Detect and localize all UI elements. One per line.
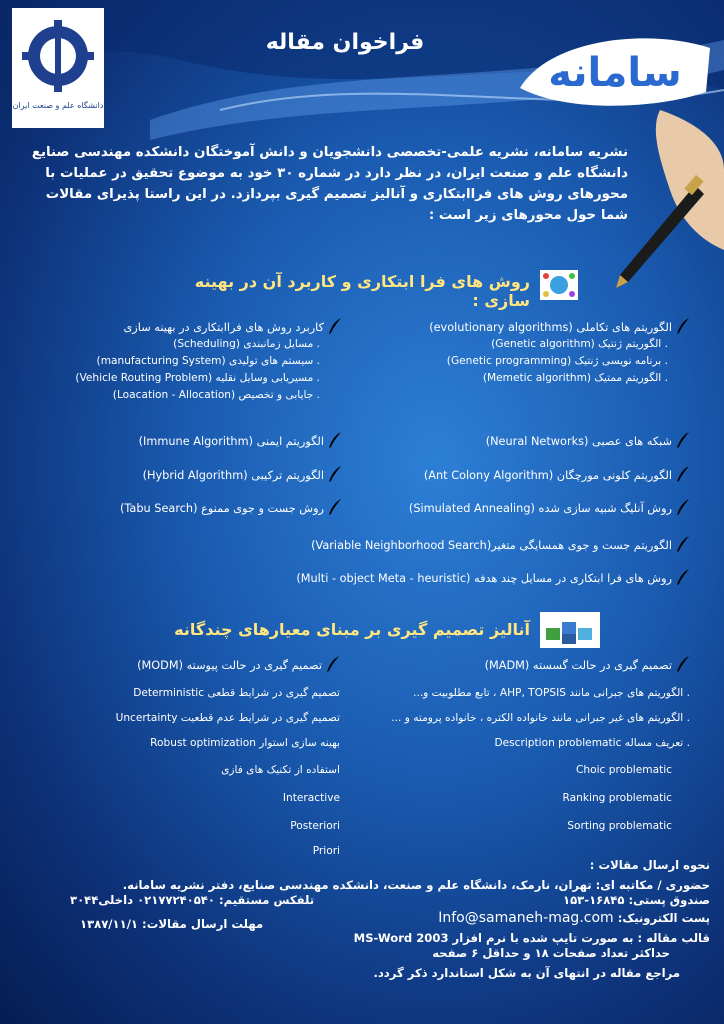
topic-item: روش جست و جوی ممنوع (Tabu Search) <box>90 499 342 517</box>
quill-icon <box>328 318 342 334</box>
quill-icon <box>326 656 340 672</box>
topic-subitem: . الگوریتم های غیر جبرانی مانند خانواده الکتره ، خانواده پرومته و ... <box>391 712 690 724</box>
quill-icon <box>328 432 342 448</box>
topic-item: الگوریتم های تکاملی (evolutionary algorithms) <box>380 318 690 336</box>
topic-subitem: Posteriori <box>290 820 340 832</box>
topic-subitem: تصمیم گیری در شرایط قطعی Deterministic <box>133 687 340 699</box>
quill-icon <box>676 466 690 482</box>
topic-item: روش آنلیگ شبیه سازی شده (Simulated Annealing) <box>360 499 690 517</box>
topic-subitem: . الگوریتم ممتیک (Memetic algorithm) <box>482 372 668 384</box>
topic-subitem: Interactive <box>282 792 340 804</box>
brand-text: سامانه <box>548 50 682 96</box>
section1-heading: روش های فرا ابتکاری و کاربرد آن در بهینه سازی : <box>194 272 530 310</box>
university-logo <box>12 8 104 128</box>
topic-subitem: . الگوریتم ژنتیک (Genetic algorithm) <box>491 338 668 350</box>
section2-left-column <box>40 656 340 862</box>
topic-subitem: Priori <box>312 845 340 857</box>
topic-subitem: . برنامه نویسی ژنتیک (Genetic programming) <box>446 355 668 367</box>
contact-pobox: صندوق پستی: ۱۶۸۴۵-۱۵۳ <box>563 893 710 908</box>
intro-paragraph: نشریه سامانه، نشریه علمی-تخصصی دانشجویان و دانش آموختگان دانشکده مهندسی صنایع دانشگاه علم و صنعت ایران، در نظر دارد در شماره ۳۰ خود به موضوع تحقیق در عملیات با محورهای روش های فراابتکاری و آنالیز تصمیم گیری بپردازد. در این راستا پذیرای مقالات شما حول محورهای زیر است : <box>31 145 628 223</box>
topic-item: الگوریتم جست و جوی همسایگی متغیر(Variable Neighborhood Search) <box>250 536 690 554</box>
topic-item: تصمیم گیری در حالت پیوسته (MODM) <box>40 656 340 674</box>
quill-icon <box>676 569 690 585</box>
contact-pages: حداکثر تعداد صفحات ۱۸ و حداقل ۶ صفحه <box>432 946 670 961</box>
contact-phone: تلفکس مستقیم: ۰۲۱۷۷۲۴۰۵۴۰ داخلی۳۰۴۴ <box>70 893 315 908</box>
contact-row <box>40 893 710 909</box>
topic-subitem: استفاده از تکنیک های فازی <box>221 764 340 776</box>
topic-item: تصمیم گیری در حالت گسسته (MADM) <box>340 656 690 674</box>
topic-item: الگوریتم ایمنی (Immune Algorithm) <box>90 432 342 450</box>
topic-subitem: Choic problematic <box>576 764 672 776</box>
section1-left-column <box>6 318 342 404</box>
topic-subitem: . جایابی و تخصیص (Loacation - Allocation) <box>112 389 320 401</box>
quill-icon <box>676 536 690 552</box>
contact-heading: نحوه ارسال مقالات : <box>589 858 710 872</box>
contact-deadline: مهلت ارسال مقالات: ۱۳۸۷/۱۱/۱ <box>80 916 264 931</box>
topic-subitem: . مسیریابی وسایل نقلیه (Vehicle Routing Problem) <box>75 372 320 384</box>
cubes-icon <box>540 612 600 648</box>
logo-text: دانشگاه علم و صنعت ایران <box>12 101 104 110</box>
topic-subitem: بهینه سازی استوار Robust optimization <box>150 737 340 749</box>
topic-subitem: . الگوریتم های جبرانی مانند AHP, TOPSIS ، تابع مطلوبیت و... <box>413 687 690 699</box>
contact-email-label: پست الکترونیک: <box>617 910 710 925</box>
topic-item: روش های فرا ابتکاری در مسایل چند هدفه (Multi - object Meta - heuristic) <box>250 569 690 587</box>
topic-item: شبکه های عصبی (Neural Networks) <box>380 432 690 450</box>
quill-icon <box>676 499 690 515</box>
section2-right-column <box>340 656 690 840</box>
topic-item: کاربرد روش های فراابتکاری در بهینه سازی <box>6 318 342 336</box>
brand-logo <box>510 28 720 114</box>
section2-heading: آنالیز تصمیم گیری بر مبنای معیارهای چندگانه <box>174 620 530 639</box>
contact-row <box>40 911 710 929</box>
section1-right-column <box>380 318 690 387</box>
quill-icon <box>328 466 342 482</box>
topic-subitem: . سیستم های تولیدی (manufacturing System) <box>96 355 320 367</box>
topic-item: الگوریتم ترکیبی (Hybrid Algorithm) <box>90 466 342 484</box>
submission-info <box>40 858 710 982</box>
quill-icon <box>328 499 342 515</box>
contact-address: حضوری / مکاتبه ای: تهران، نارمک، دانشگاه علم و صنعت، دانشکده مهندسی صنایع، دفتر نشریه سامانه. <box>122 877 710 892</box>
contact-email-link[interactable]: Info@samaneh-mag.com <box>438 909 614 926</box>
topic-item: الگوریتم کلونی مورچگان (Ant Colony Algorithm) <box>380 466 690 484</box>
topic-subitem: تصمیم گیری در شرایط عدم قطعیت Uncertainty <box>115 712 340 724</box>
quill-icon <box>676 318 690 334</box>
network-globe-icon <box>540 270 578 300</box>
topic-subitem: . تعریف مساله Description problematic <box>494 737 690 749</box>
contact-format: قالب مقاله : به صورت تایپ شده با نرم افزار MS-Word 2003 <box>353 930 710 945</box>
quill-icon <box>676 432 690 448</box>
topic-subitem: Sorting problematic <box>567 820 672 832</box>
contact-refs: مراجع مقاله در انتهای آن به شکل استاندارد ذکر گردد. <box>373 965 680 980</box>
page-title: فراخوان مقاله <box>265 30 425 55</box>
topic-subitem: Ranking problematic <box>562 792 672 804</box>
topic-subitem: . مسایل زمانبندی (Scheduling) <box>173 338 320 350</box>
quill-icon <box>676 656 690 672</box>
